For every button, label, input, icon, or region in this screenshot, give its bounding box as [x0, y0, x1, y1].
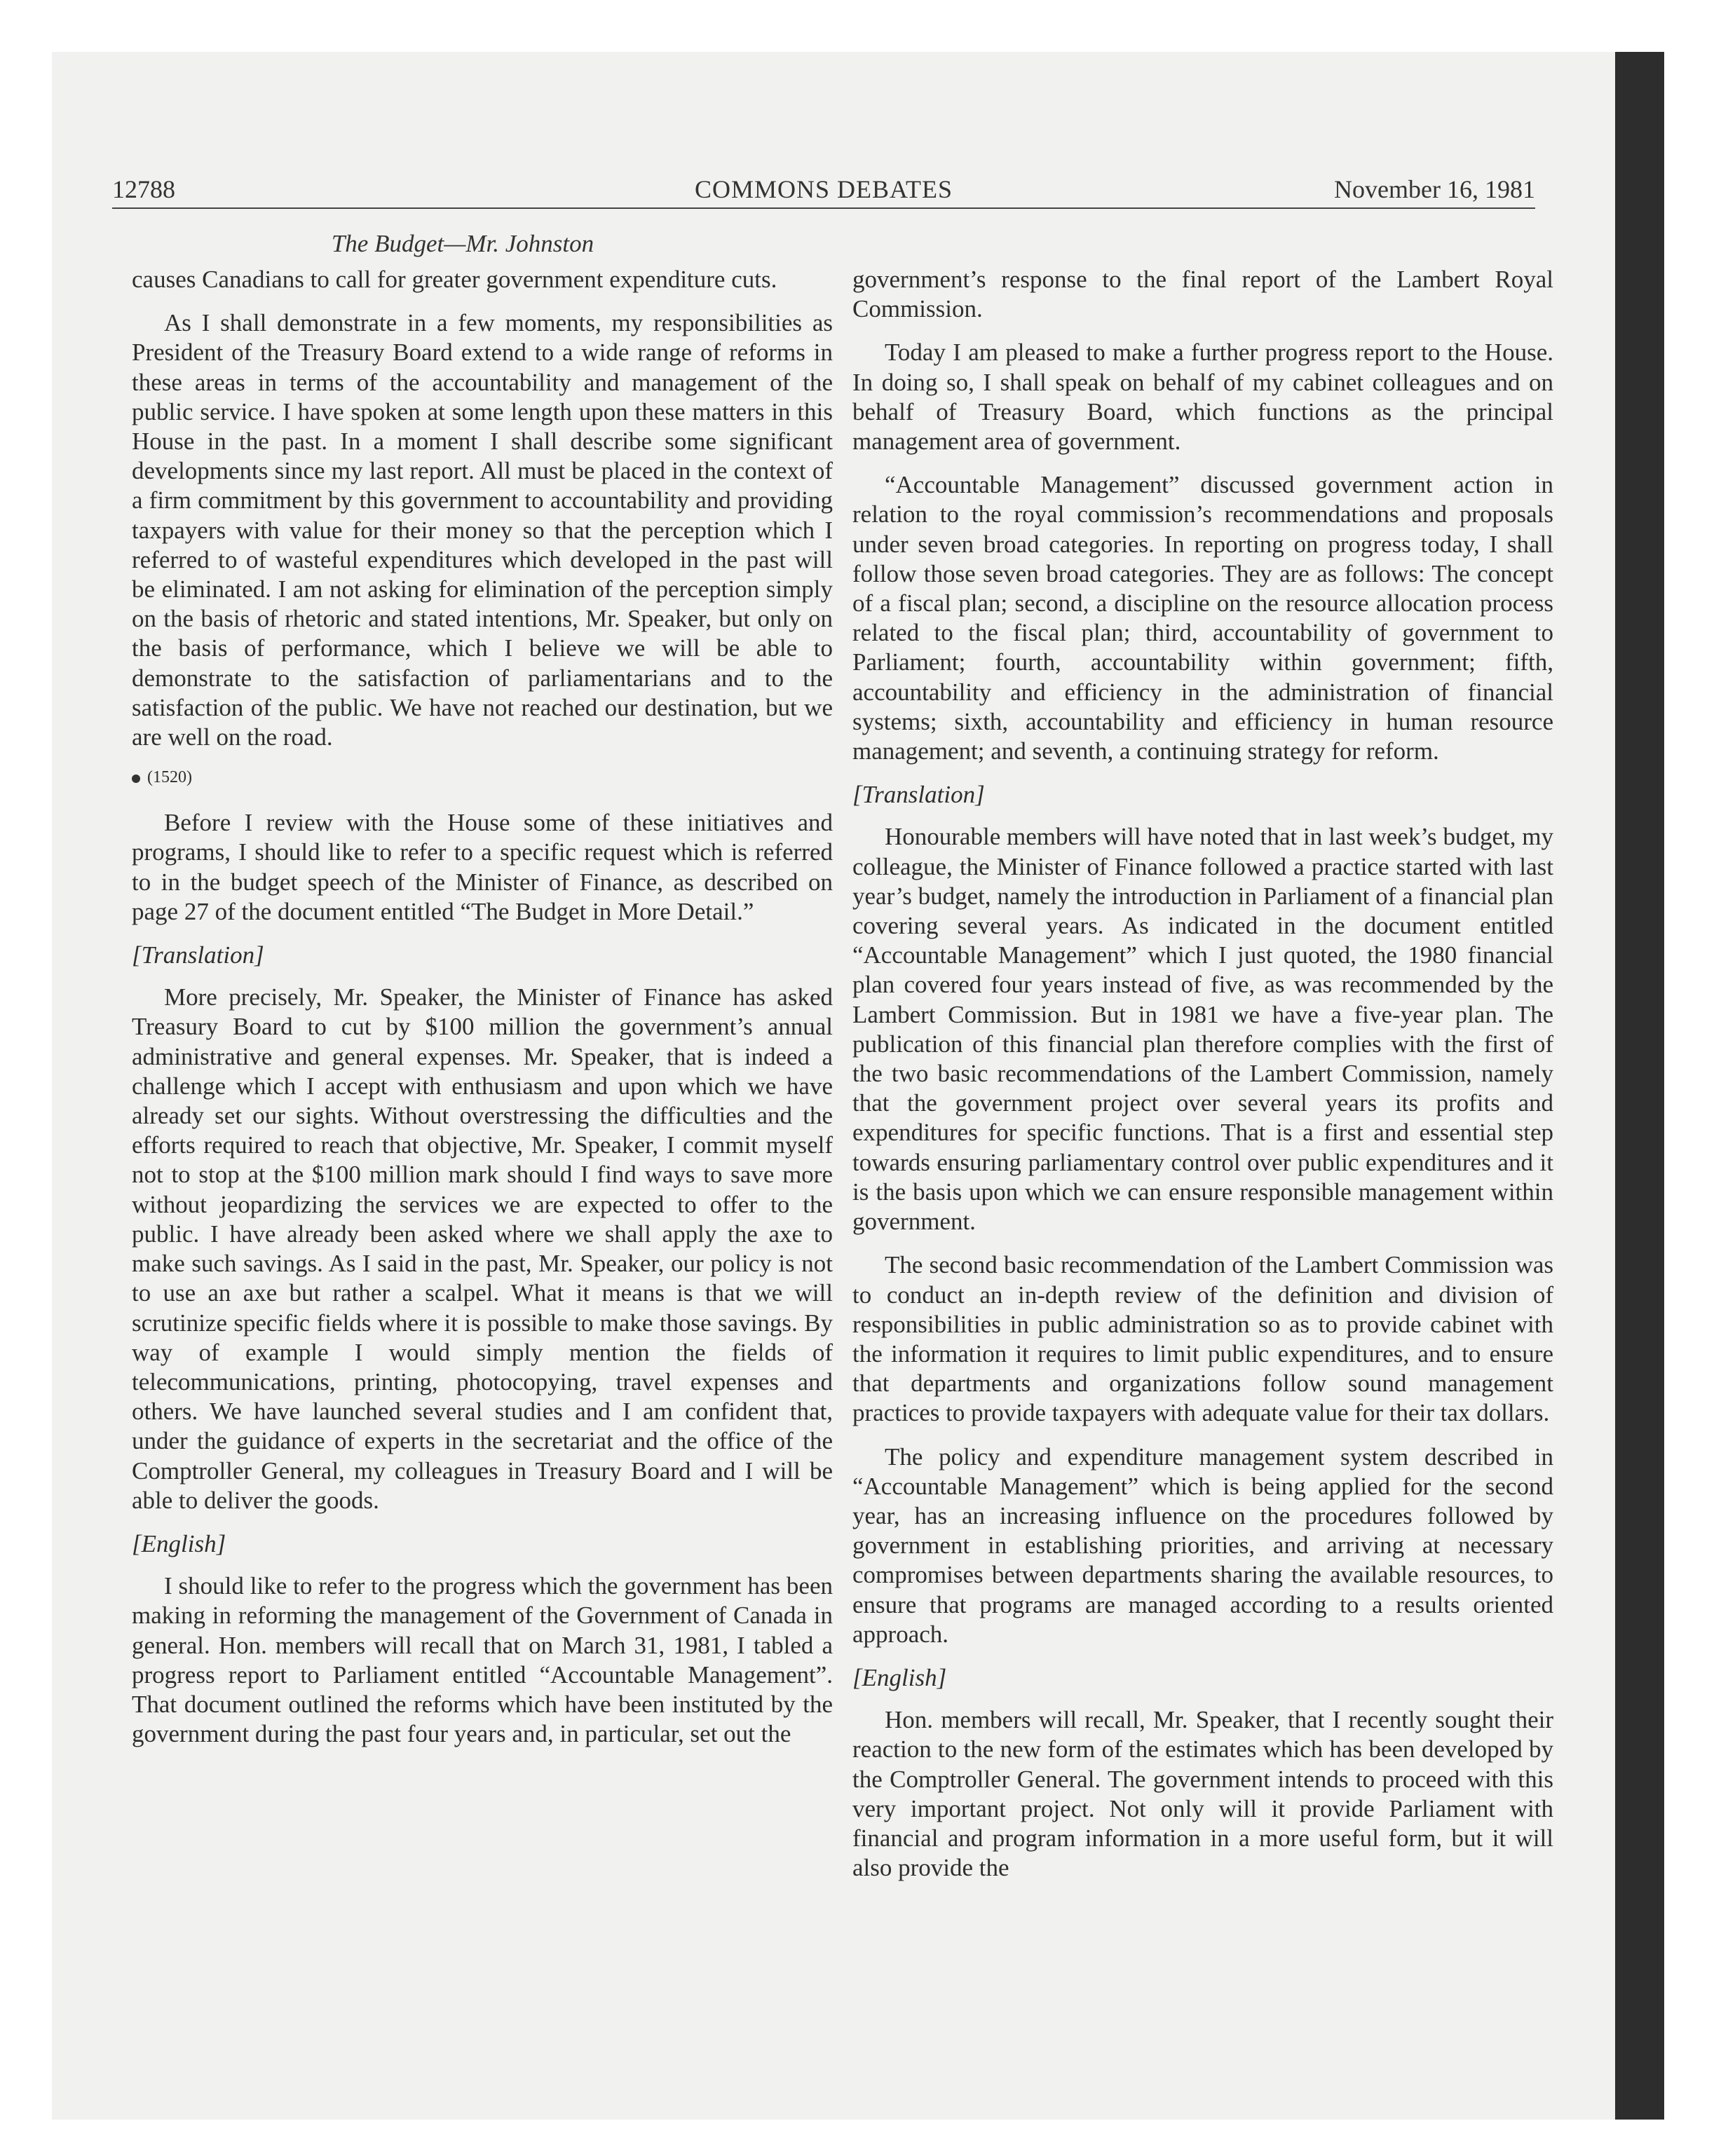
right-column — [852, 265, 1553, 1897]
paragraph: Hon. members will recall, Mr. Speaker, that I recently sought their reaction to the new form of the estimates which has been developed by the Comptroller General. The government intends to proceed with this very important project. Not only will it provide Parliament with financial and program information in a more useful form, but it will also provide the — [852, 1706, 1553, 1882]
translation-note: [Translation] — [132, 941, 264, 969]
paragraph: The second basic recommendation of the Lambert Commission was to conduct an in-depth review of the definition and division of responsibilities in public administration so as to provide cabinet with the information it requires to limit public expenditures, and to ensure that departments and organizations follow sound management practices to provide taxpayers with adequate value for their tax dollars. — [852, 1251, 1553, 1427]
english-note: [English] — [132, 1529, 226, 1557]
publication-title: COMMONS DEBATES — [694, 175, 953, 203]
paragraph: “Accountable Management” discussed government action in relation to the royal commission’s recommendations and proposals under seven broad categories. In reporting on progress today, I shall follow those seven broad categories. They are as follows: The concept of a fiscal plan; second, a discipline on the resource allocation process related to the fiscal plan; third, accountability of government to Parliament; fourth, accountability within government; fifth, accountability and efficiency in the administration of financial systems; sixth, accountability and efficiency in human resource management; and seventh, a continuing strategy for reform. — [852, 471, 1553, 765]
page-number: 12788 — [112, 175, 175, 203]
scan-border-edge — [1615, 52, 1664, 2120]
paragraph: government’s response to the final report of the Lambert Royal Commission. — [852, 266, 1553, 323]
paragraph: Today I am pleased to make a further progress report to the House. In doing so, I shall speak on behalf of my cabinet colleagues and on behalf of Treasury Board, which functions as the principal management area of government. — [852, 339, 1553, 456]
paragraph: I should like to refer to the progress which the government has been making in reforming the management of the Government of Canada in general. Hon. members will recall that on March 31, 1981, I tabled a progress report to Parliament entitled “Accountable Management”. That document outlined the reforms which have been instituted by the government during the past four years and, in particular, set out the — [132, 1572, 833, 1748]
left-column — [132, 265, 833, 1763]
time-stamp — [132, 766, 833, 789]
publication-date: November 16, 1981 — [1334, 175, 1535, 203]
paragraph: More precisely, Mr. Speaker, the Minister of Finance has asked Treasury Board to cut by $100 million the government’s annual administrative and general expenses. Mr. Speaker, that is indeed a challenge which I accept with enthusiasm and upon which we have already set our sights. Without overstressing the difficulties and the efforts required to reach that objective, Mr. Speaker, I commit myself not to stop at the $100 million mark should I find ways to save more without jeopardizing the services we are expected to offer to the public. I have already been asked where we shall apply the axe to make such savings. As I said in the past, Mr. Speaker, our policy is not to use an axe but rather a scalpel. What it means is that we will scrutinize specific fields where it is possible to make those savings. By way of example I would simply mention the fields of telecommunications, printing, photocopying, travel expenses and others. We have launched several studies and I am confident that, under the guidance of experts in the secretariat and the office of the Comptroller General, my colleagues in Treasury Board and I will be able to deliver the goods. — [132, 983, 833, 1514]
running-head: The Budget—Mr. Johnston — [331, 230, 594, 257]
paragraph: As I shall demonstrate in a few moments, my responsibilities as President of the Treasury Board extend to a wide range of reforms in these areas in terms of the accountability and management of the public service. I have spoken at some length upon these matters in this House in the past. In a moment I shall describe some significant developments since my last report. All must be placed in the context of a firm commitment by this government to accountability and providing taxpayers with value for their money so that the perception which I referred to of wasteful expenditures which developed in the past will be eliminated. I am not asking for elimination of the perception simply on the basis of rhetoric and stated intentions, Mr. Speaker, but only on the basis of performance, which I believe we will be able to demonstrate to the satisfaction of parliamentarians and to the satisfaction of the public. We have not reached our destination, but we are well on the road. — [132, 309, 833, 751]
header-rule — [112, 207, 1535, 209]
time-stamp-text: (1520) — [147, 768, 192, 787]
bullet-icon — [132, 775, 140, 783]
page-header — [112, 174, 1535, 205]
paragraph: Before I review with the House some of these initiatives and programs, I should like to refer to a specific request which is referred to in the budget speech of the Minister of Finance, as described on page 27 of the document entitled “The Budget in More Detail.” — [132, 809, 833, 925]
paragraph: Honourable members will have noted that in last week’s budget, my colleague, the Minister of Finance followed a practice started with last year’s budget, namely the introduction in Parliament of a financial plan covering several years. As indicated in the document entitled “Accountable Management” which I just quoted, the 1980 financial plan covered four years instead of five, as was recommended by the Lambert Commission. But in 1981 we have a five-year plan. The publication of this financial plan therefore complies with the first of the two basic recommendations of the Lambert Commission, namely that the government project over several years its profits and expenditures for specific functions. That is a first and essential step towards ensuring parliamentary control over public expenditures and it is the basis upon which we can ensure responsible management within government. — [852, 823, 1553, 1236]
translation-note: [Translation] — [852, 781, 985, 809]
english-note: [English] — [852, 1663, 947, 1691]
paragraph: causes Canadians to call for greater government expenditure cuts. — [132, 266, 777, 293]
paragraph: The policy and expenditure management system described in “Accountable Management” which is being applied for the second year, has an increasing influence on the procedures followed by government in establishing priorities, and arriving at necessary compromises between departments sharing the available resources, to ensure that programs are managed according to a results oriented approach. — [852, 1442, 1553, 1648]
